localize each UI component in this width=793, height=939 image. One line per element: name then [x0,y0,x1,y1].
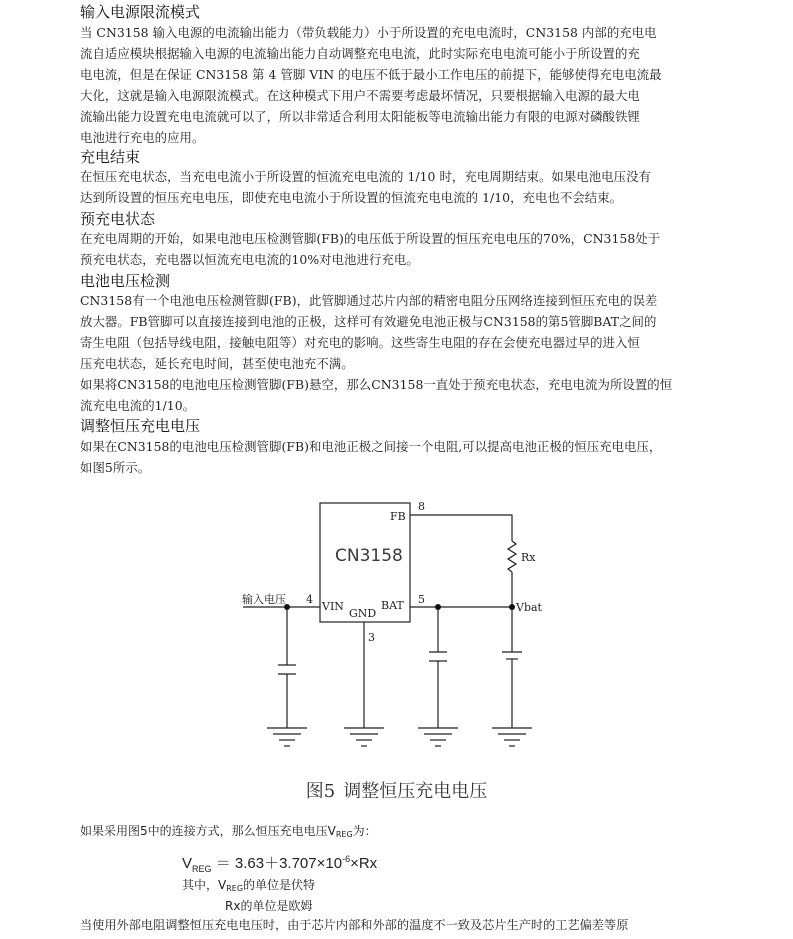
text-line: 如果在CN3158的电池电压检测管脚(FB)和电池正极之间接一个电阻,可以提高电池正极的恒压充电电压， [80,439,662,454]
formula-rhs-rx: ×Rx [350,855,378,872]
text-line: CN3158有一个电池电压检测管脚(FB)，此管脚通过芯片内部的精密电阻分压网络连接到恒压充电的误差 [80,293,658,308]
pin-gnd-label: GND [349,607,377,620]
text-line: 如图5所示。 [80,460,151,475]
section-heading-battery-voltage-detect: 电池电压检测 [80,272,171,290]
text-line: 在充电周期的开始，如果电池电压检测管脚(FB)的电压低于所设置的恒压充电电压的70%，CN3158处于 [80,231,661,246]
unit-note-subscript: REG [226,884,244,893]
text-line: 大化，这就是输入电源限流模式。在这种模式下用户不需要考虑最坏情况，只要根据输入电源的最大电 [80,88,640,103]
section-heading-input-current-limit: 输入电源限流模式 [80,3,201,21]
pin-fb-label: FB [390,510,406,523]
formula-intro-suffix: 为： [352,824,377,838]
section-heading-precharge: 预充电状态 [80,210,156,228]
resistor-rx [508,541,516,572]
junction-dot [435,604,441,610]
text-line: 流充电电流的1/10。 [80,398,196,413]
text-line: 电电流，但是在保证 CN3158 第 4 管脚 VIN 的电压不低于最小工作电压的前提下，能够使得充电电流最 [80,67,662,82]
text-line: 压充电状态，延长充电时间，甚至使电池充不满。 [80,356,354,371]
formula-lhs-subscript: REG [192,864,212,874]
section-heading-charge-end: 充电结束 [80,148,141,166]
pin-bat-number: 5 [418,593,425,606]
text-line: 放大器。FB管脚可以直接连接到电池的正极，这样可有效避免电池正极与CN3158的第5管脚BAT之间的 [80,314,657,329]
text-line: 当 CN3158 输入电源的电流输出能力（带负载能力）小于所设置的充电电流时，CN3158 内部的充电电 [80,25,657,40]
chip-name: CN3158 [335,546,403,566]
text-line: 流自适应模块根据输入电源的电流输出能力自动调整充电电流，此时实际充电电流可能小于所设置的充 [80,46,640,61]
input-voltage-label: 输入电压 [242,593,286,606]
trailing-paragraph: 当使用外部电阻调整恒压充电电压时，由于芯片内部和外部的温度不一致及芯片生产时的工艺偏差等原 [80,918,629,932]
unit-note-prefix: 其中，V [182,878,227,892]
pin-gnd-number: 3 [368,631,375,644]
pin-fb-number: 8 [418,500,425,513]
resistor-label: Rx [521,551,536,564]
unit-note-vreg [182,876,315,893]
unit-note-rx: Rx的单位是欧姆 [225,899,313,913]
ground-symbol [418,728,458,746]
figure-caption [0,777,793,803]
text-line: 预充电状态，充电器以恒流充电电流的10%对电池进行充电。 [80,252,419,267]
ground-symbol [344,728,384,746]
text-line: 达到所设置的恒压充电电压，即使充电电流小于所设置的恒流充电电流的 1/10，充电也不会结束。 [80,190,623,205]
fb-wire [410,515,512,541]
formula-intro [80,822,377,839]
unit-note-suffix: 的单位是伏特 [243,878,316,892]
text-line: 如果将CN3158的电池电压检测管脚(FB)悬空，那么CN3158一直处于预充电状态，充电电流为所设置的恒 [80,377,673,392]
formula-intro-text: 如果采用图5中的连接方式，那么恒压充电电压V [80,824,336,838]
vreg-formula [182,852,377,874]
pin-vin-label: VIN [322,600,344,613]
ground-symbol [492,728,532,746]
text-line: 电池进行充电的应用。 [80,130,205,145]
junction-dot [509,604,515,610]
figure-number: 图5 [305,781,336,802]
pin-vin-number: 4 [306,593,313,606]
text-line: 在恒压充电状态，当充电电流小于所设置的恒流充电电流的 1/10 时，充电周期结束。如果电池电压没有 [80,169,651,184]
ground-symbol [267,728,307,746]
formula-rhs: 3.63＋3.707×10 [234,855,343,872]
figure-title: 调整恒压充电电压 [343,781,488,802]
formula-intro-subscript: REG [335,830,353,839]
text-line: 流输出能力设置充电电流就可以了，所以非常适合利用太阳能板等电流输出能力有限的电源对磷酸铁锂 [80,109,640,124]
formula-equals: ＝ [215,855,231,872]
section-heading-adjust-cv: 调整恒压充电电压 [80,417,201,435]
pin-bat-label: BAT [381,599,404,612]
formula-lhs: V [182,855,193,872]
formula-exponent: -6 [342,854,351,864]
vbat-label: Vbat [516,601,542,614]
text-line: 寄生电阻（包括导线电阻，接触电阻等）对充电的影响。这些寄生电阻的存在会使充电器过早的进入恒 [80,335,640,350]
